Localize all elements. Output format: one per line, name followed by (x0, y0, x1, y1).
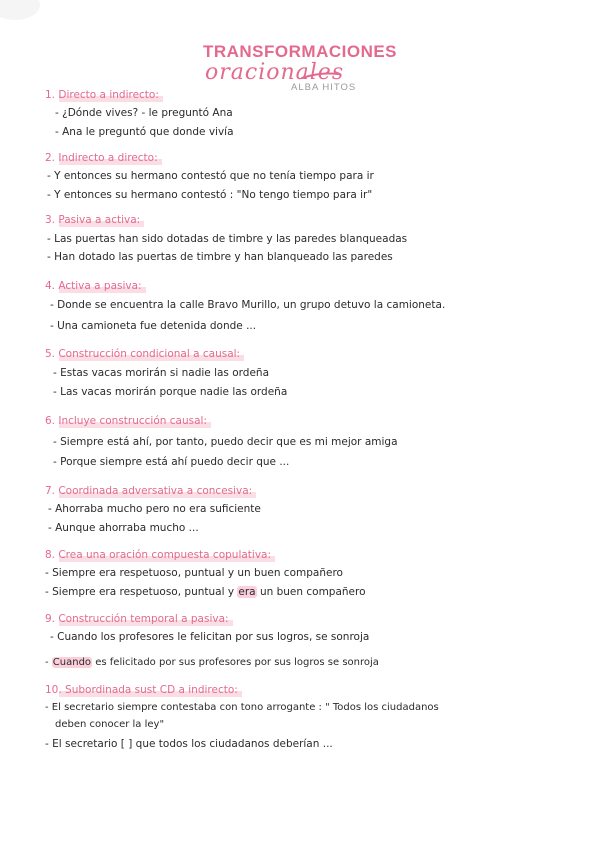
section-3-heading: 3. Pasiva a activa: (45, 214, 140, 226)
section-9-line-1: - Cuando los profesores le felicitan por sus logros, se sonroja (50, 631, 370, 643)
section-5-line-2: - Las vacas morirán porque nadie las ordeña (53, 386, 288, 398)
section-8-line-1: - Siempre era respetuoso, puntual y un buen compañero (45, 567, 343, 579)
section-9-heading: 9. Construcción temporal a pasiva: (45, 613, 229, 625)
section-10-line-1-continued: deben conocer la ley" (55, 719, 165, 730)
author-name: ALBA HITOS (291, 82, 357, 93)
section-7-heading: 7. Coordinada adversativa a concesiva: (45, 485, 252, 497)
section-4-line-2: - Una camioneta fue detenida donde ... (50, 320, 257, 332)
section-6-heading: 6. Incluye construcción causal: (45, 415, 207, 427)
page-title: TRANSFORMACIONES (202, 42, 398, 61)
section-2-line-1: - Y entonces su hermano contestó que no tenía tiempo para ir (47, 170, 374, 182)
section-4-heading: 4. Activa a pasiva: (45, 280, 142, 292)
section-2-line-2: - Y entonces su hermano contestó : "No tengo tiempo para ir" (47, 189, 373, 201)
section-10-line-1: - El secretario siempre contestaba con tono arrogante : " Todos los ciudadanos (45, 702, 439, 713)
highlighted-word: Cuando (52, 657, 92, 668)
section-3-line-2: - Han dotado las puertas de timbre y han blanqueado las paredes (47, 251, 393, 263)
section-1-line-2: - Ana le preguntó que donde vivía (55, 126, 234, 138)
highlighted-word: era (238, 586, 256, 598)
section-7-line-1: - Ahorraba mucho pero no era suficiente (48, 503, 261, 515)
section-6-line-1: - Siempre está ahí, por tanto, puedo decir que es mi mejor amiga (53, 436, 398, 448)
section-4-line-1: - Donde se encuentra la calle Bravo Murillo, un grupo detuvo la camioneta. (50, 299, 446, 311)
section-1-line-1: - ¿Dónde vives? - le preguntó Ana (55, 107, 233, 119)
section-1-heading: 1. Directo a indirecto: (45, 89, 159, 101)
section-8-line-2: - Siempre era respetuoso, puntual y era un buen compañero (45, 586, 366, 598)
section-8-heading: 8. Crea una oración compuesta copulativa: (45, 549, 271, 561)
page-subtitle: oracionales (205, 60, 345, 85)
page-corner-shadow (0, 0, 40, 20)
section-6-line-2: - Porque siempre está ahí puedo decir que ... (53, 456, 290, 468)
section-9-line-2: - Cuando es felicitado por sus profesores por sus logros se sonroja (45, 657, 379, 668)
section-5-line-1: - Estas vacas morirán si nadie las ordeña (53, 367, 270, 379)
section-10-line-2: - El secretario [ ] que todos los ciudadanos deberían ... (45, 738, 333, 750)
section-5-heading: 5. Construcción condicional a causal: (45, 348, 240, 360)
section-7-line-2: - Aunque ahorraba mucho ... (48, 522, 199, 534)
subtitle-swash-decoration (300, 70, 340, 82)
section-10-heading: 10. Subordinada sust CD a indirecto: (45, 684, 238, 696)
section-3-line-1: - Las puertas han sido dotadas de timbre y las paredes blanqueadas (47, 233, 408, 245)
section-2-heading: 2. Indirecto a directo: (45, 152, 158, 164)
